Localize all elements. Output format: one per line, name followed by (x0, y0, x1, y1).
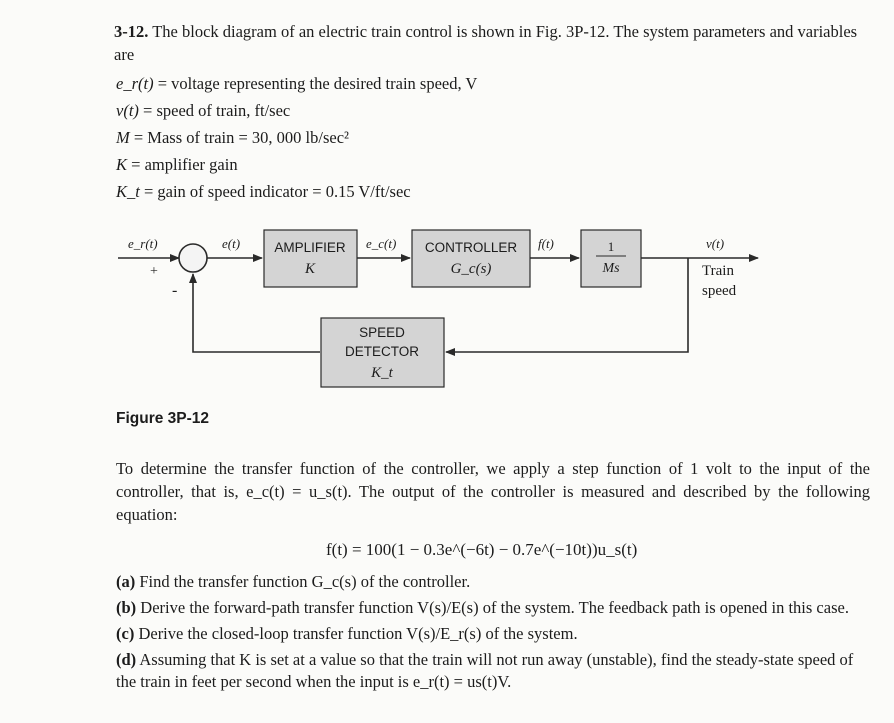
output-caption-speed: speed (702, 283, 737, 299)
controller-tf: G_c(s) (450, 261, 492, 277)
output-label: v(t) (706, 236, 725, 251)
ec-label: e_c(t) (366, 236, 397, 251)
plant-numerator: 1 (607, 239, 615, 254)
variable-definition: = voltage representing the desired train speed, V (157, 74, 478, 93)
variable-symbol: e_r(t) (116, 74, 154, 93)
detector-line2: DETECTOR (344, 344, 420, 359)
problem-number: 3-12. (114, 22, 149, 41)
variable-symbol: K_t (116, 182, 140, 201)
problem-text: The block diagram of an electric train control is shown in Fig. 3P-12. The system parameters and variables are (114, 22, 858, 64)
variable-definition: = gain of speed indicator = 0.15 V/ft/sec (143, 182, 411, 201)
plus-sign: + (150, 264, 158, 279)
output-caption-train: Train (702, 263, 734, 279)
minus-sign: - (172, 282, 178, 299)
question-parts (116, 571, 872, 697)
summing-junction (179, 244, 207, 272)
question-part (116, 597, 872, 619)
part-label: (b) (116, 598, 137, 617)
amplifier-title: AMPLIFIER (274, 240, 346, 255)
controller-equation: f(t) = 100(1 − 0.3e^(−6t) − 0.7e^(−10t))u_s(t) (326, 540, 638, 559)
part-text: Find the transfer function G_c(s) of the controller. (139, 572, 471, 591)
amplifier-block (264, 230, 357, 287)
part-label: (a) (116, 572, 136, 591)
controller-paragraph: To determine the transfer function of the controller, we apply a step function of 1 volt to the input of the controller, that is, e_c(t) = u_s(t). The output of the controller is measured and described by the following equation: (116, 459, 870, 524)
part-text: Derive the forward-path transfer function V(s)/E(s) of the system. The feedback path is opened in this case. (140, 598, 849, 617)
part-label: (c) (116, 624, 135, 643)
f-label: f(t) (538, 236, 554, 251)
figure-caption: Figure 3P-12 (116, 410, 210, 427)
question-part (116, 623, 872, 645)
part-text: Assuming that K is set at a value so that the train will not run away (unstable), find the steady-state speed of the train in feet per second when the input is e_r(t) = us(t)V. (116, 650, 854, 691)
plant-denominator: Ms (602, 261, 620, 276)
variable-symbol: v(t) (116, 101, 139, 120)
amplifier-gain: K (304, 261, 316, 277)
part-label: (d) (116, 650, 137, 669)
question-part (116, 571, 872, 593)
variable-symbol: K (116, 155, 128, 174)
variable-definition: = amplifier gain (131, 155, 238, 174)
error-label: e(t) (222, 236, 241, 251)
controller-block (412, 230, 530, 287)
detector-gain: K_t (371, 365, 393, 381)
input-label: e_r(t) (128, 236, 158, 251)
variable-definition: = speed of train, ft/sec (143, 101, 291, 120)
part-text: Derive the closed-loop transfer function V(s)/E_r(s) of the system. (138, 624, 578, 643)
detector-line1: SPEED (359, 325, 405, 340)
variable-symbol: M (116, 128, 130, 147)
question-part (116, 649, 872, 693)
controller-title: CONTROLLER (424, 240, 518, 255)
variable-definition: = Mass of train = 30, 000 lb/sec² (133, 128, 349, 147)
